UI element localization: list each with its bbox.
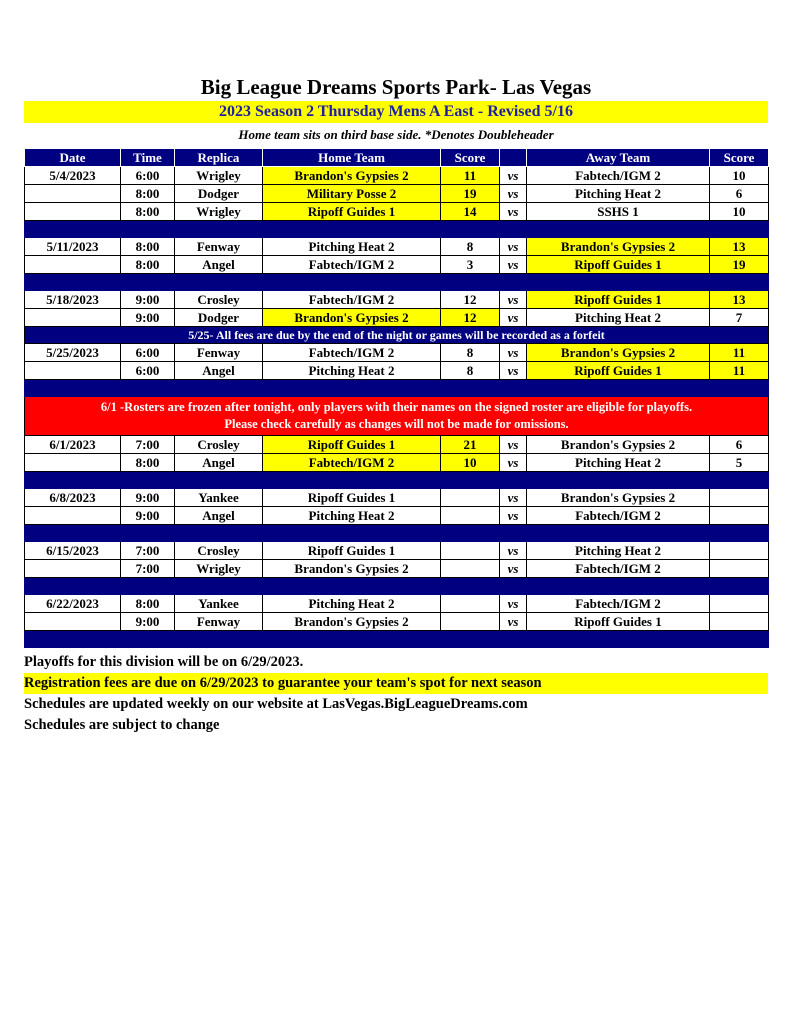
- game-row: [25, 291, 769, 309]
- home-team-note: Home team sits on third base side. *Denotes Doubleheader: [238, 127, 554, 142]
- game-time: 7:00: [121, 542, 175, 560]
- game-row: [25, 203, 769, 221]
- away-team: Brandon's Gypsies 2: [527, 344, 710, 362]
- fees-notice-row: [25, 327, 769, 344]
- spacer-row: [25, 221, 769, 238]
- vs-label: vs: [500, 542, 527, 560]
- spacer-row: [25, 525, 769, 542]
- away-team: Pitching Heat 2: [527, 454, 710, 472]
- game-time: 8:00: [121, 238, 175, 256]
- vs-label: vs: [500, 291, 527, 309]
- game-time: 8:00: [121, 454, 175, 472]
- away-score: 10: [710, 167, 769, 185]
- game-date: [25, 185, 121, 203]
- away-team: Fabtech/IGM 2: [527, 560, 710, 578]
- home-score: [441, 613, 500, 631]
- game-time: 9:00: [121, 489, 175, 507]
- home-team: Fabtech/IGM 2: [263, 454, 441, 472]
- away-team: Fabtech/IGM 2: [527, 167, 710, 185]
- away-team: Ripoff Guides 1: [527, 613, 710, 631]
- spacer-cell: [25, 525, 769, 542]
- home-score: 11: [441, 167, 500, 185]
- header-home-score: Score: [441, 149, 500, 167]
- vs-label: vs: [500, 167, 527, 185]
- spacer-cell: [25, 631, 769, 648]
- game-date: 5/11/2023: [25, 238, 121, 256]
- home-score: 19: [441, 185, 500, 203]
- game-replica: Fenway: [175, 238, 263, 256]
- away-score: 13: [710, 291, 769, 309]
- home-score: [441, 507, 500, 525]
- vs-label: vs: [500, 436, 527, 454]
- game-replica: Crosley: [175, 436, 263, 454]
- vs-label: vs: [500, 362, 527, 380]
- game-replica: Fenway: [175, 344, 263, 362]
- roster-alert-line-2: Please check carefully as changes will not be made for omissions.: [224, 417, 569, 431]
- home-score: [441, 489, 500, 507]
- game-replica: Fenway: [175, 613, 263, 631]
- away-score: 11: [710, 362, 769, 380]
- spacer-cell: [25, 472, 769, 489]
- away-team: Brandon's Gypsies 2: [527, 489, 710, 507]
- header-vs: [500, 149, 527, 167]
- game-row: [25, 185, 769, 203]
- home-team: Ripoff Guides 1: [263, 203, 441, 221]
- game-date: [25, 362, 121, 380]
- game-row: [25, 362, 769, 380]
- spacer-cell: [25, 578, 769, 595]
- away-score: [710, 542, 769, 560]
- home-team: Fabtech/IGM 2: [263, 256, 441, 274]
- away-team: Pitching Heat 2: [527, 185, 710, 203]
- game-date: [25, 613, 121, 631]
- game-replica: Dodger: [175, 309, 263, 327]
- header-replica: Replica: [175, 149, 263, 167]
- game-time: 9:00: [121, 613, 175, 631]
- spacer-row: [25, 472, 769, 489]
- game-replica: Wrigley: [175, 560, 263, 578]
- game-replica: Wrigley: [175, 167, 263, 185]
- game-row: [25, 436, 769, 454]
- game-date: 6/8/2023: [25, 489, 121, 507]
- spacer-row: [25, 274, 769, 291]
- away-team: SSHS 1: [527, 203, 710, 221]
- away-score: 7: [710, 309, 769, 327]
- away-team: Brandon's Gypsies 2: [527, 238, 710, 256]
- game-time: 7:00: [121, 560, 175, 578]
- home-score: [441, 560, 500, 578]
- spacer-row: [25, 380, 769, 397]
- game-date: [25, 309, 121, 327]
- game-date: [25, 560, 121, 578]
- away-team: Ripoff Guides 1: [527, 256, 710, 274]
- header-away-team: Away Team: [527, 149, 710, 167]
- home-team: Fabtech/IGM 2: [263, 344, 441, 362]
- home-score: 12: [441, 291, 500, 309]
- spacer-row: [25, 578, 769, 595]
- game-time: 9:00: [121, 291, 175, 309]
- game-row: [25, 595, 769, 613]
- game-row: [25, 560, 769, 578]
- game-date: 6/15/2023: [25, 542, 121, 560]
- away-score: [710, 560, 769, 578]
- away-score: 5: [710, 454, 769, 472]
- home-score: 8: [441, 344, 500, 362]
- game-row: [25, 309, 769, 327]
- away-team: Brandon's Gypsies 2: [527, 436, 710, 454]
- away-team: Fabtech/IGM 2: [527, 507, 710, 525]
- game-time: 8:00: [121, 256, 175, 274]
- spacer-row: [25, 631, 769, 648]
- away-team: Pitching Heat 2: [527, 542, 710, 560]
- game-date: [25, 203, 121, 221]
- game-replica: Angel: [175, 507, 263, 525]
- spacer-cell: [25, 274, 769, 291]
- game-replica: Angel: [175, 362, 263, 380]
- header-date: Date: [25, 149, 121, 167]
- home-team: Pitching Heat 2: [263, 362, 441, 380]
- home-team: Ripoff Guides 1: [263, 542, 441, 560]
- spacer-cell: [25, 221, 769, 238]
- vs-label: vs: [500, 344, 527, 362]
- vs-label: vs: [500, 489, 527, 507]
- game-row: [25, 454, 769, 472]
- registration-note: Registration fees are due on 6/29/2023 to guarantee your team's spot for next season: [24, 673, 768, 694]
- header-away-score: Score: [710, 149, 769, 167]
- home-score: 10: [441, 454, 500, 472]
- home-team: Pitching Heat 2: [263, 595, 441, 613]
- game-date: 6/22/2023: [25, 595, 121, 613]
- roster-alert: [25, 397, 769, 436]
- game-row: [25, 613, 769, 631]
- game-time: 6:00: [121, 344, 175, 362]
- game-row: [25, 507, 769, 525]
- home-score: 12: [441, 309, 500, 327]
- home-team: Brandon's Gypsies 2: [263, 560, 441, 578]
- page-title: Big League Dreams Sports Park- Las Vegas: [200, 75, 592, 99]
- vs-label: vs: [500, 507, 527, 525]
- away-score: [710, 595, 769, 613]
- game-time: 9:00: [121, 309, 175, 327]
- vs-label: vs: [500, 203, 527, 221]
- home-team: Fabtech/IGM 2: [263, 291, 441, 309]
- away-score: 6: [710, 185, 769, 203]
- home-score: [441, 542, 500, 560]
- game-date: 5/18/2023: [25, 291, 121, 309]
- game-time: 8:00: [121, 595, 175, 613]
- game-date: [25, 256, 121, 274]
- game-replica: Yankee: [175, 489, 263, 507]
- away-team: Ripoff Guides 1: [527, 291, 710, 309]
- away-score: 6: [710, 436, 769, 454]
- spacer-cell: [25, 380, 769, 397]
- table-header-row: [25, 149, 769, 167]
- game-replica: Crosley: [175, 542, 263, 560]
- home-team: Brandon's Gypsies 2: [263, 309, 441, 327]
- game-time: 8:00: [121, 185, 175, 203]
- home-score: 14: [441, 203, 500, 221]
- home-team: Military Posse 2: [263, 185, 441, 203]
- home-team: Brandon's Gypsies 2: [263, 613, 441, 631]
- game-date: [25, 507, 121, 525]
- game-time: 8:00: [121, 203, 175, 221]
- away-score: 13: [710, 238, 769, 256]
- home-team: Pitching Heat 2: [263, 238, 441, 256]
- home-team: Pitching Heat 2: [263, 507, 441, 525]
- home-team: Brandon's Gypsies 2: [263, 167, 441, 185]
- game-time: 9:00: [121, 507, 175, 525]
- vs-label: vs: [500, 613, 527, 631]
- playoffs-note: Playoffs for this division will be on 6/29/2023.: [24, 654, 304, 670]
- game-replica: Angel: [175, 256, 263, 274]
- home-team: Ripoff Guides 1: [263, 489, 441, 507]
- game-date: 6/1/2023: [25, 436, 121, 454]
- game-row: [25, 256, 769, 274]
- game-date: [25, 454, 121, 472]
- roster-alert-row: [25, 397, 769, 436]
- home-score: 8: [441, 238, 500, 256]
- away-team: Pitching Heat 2: [527, 309, 710, 327]
- away-score: 11: [710, 344, 769, 362]
- game-time: 6:00: [121, 362, 175, 380]
- game-replica: Dodger: [175, 185, 263, 203]
- vs-label: vs: [500, 185, 527, 203]
- game-row: [25, 489, 769, 507]
- home-score: 8: [441, 362, 500, 380]
- vs-label: vs: [500, 560, 527, 578]
- game-row: [25, 238, 769, 256]
- game-time: 6:00: [121, 167, 175, 185]
- away-team: Fabtech/IGM 2: [527, 595, 710, 613]
- vs-label: vs: [500, 454, 527, 472]
- home-team: Ripoff Guides 1: [263, 436, 441, 454]
- game-date: 5/25/2023: [25, 344, 121, 362]
- roster-alert-line-1: 6/1 -Rosters are frozen after tonight, only players with their names on the signed roster are eligible for playoffs.: [100, 400, 693, 414]
- game-time: 7:00: [121, 436, 175, 454]
- game-replica: Angel: [175, 454, 263, 472]
- home-score: 3: [441, 256, 500, 274]
- schedule-table: [24, 148, 769, 648]
- home-score: [441, 595, 500, 613]
- vs-label: vs: [500, 595, 527, 613]
- game-row: [25, 167, 769, 185]
- game-date: 5/4/2023: [25, 167, 121, 185]
- game-replica: Yankee: [175, 595, 263, 613]
- away-team: Ripoff Guides 1: [527, 362, 710, 380]
- vs-label: vs: [500, 309, 527, 327]
- subject-to-change-note: Schedules are subject to change: [24, 717, 220, 733]
- header-home-team: Home Team: [263, 149, 441, 167]
- home-score: 21: [441, 436, 500, 454]
- game-replica: Crosley: [175, 291, 263, 309]
- game-row: [25, 344, 769, 362]
- schedule-subtitle: 2023 Season 2 Thursday Mens A East - Revised 5/16: [24, 101, 768, 123]
- away-score: [710, 613, 769, 631]
- away-score: 10: [710, 203, 769, 221]
- header-time: Time: [121, 149, 175, 167]
- away-score: [710, 489, 769, 507]
- vs-label: vs: [500, 256, 527, 274]
- fees-notice: 5/25- All fees are due by the end of the night or games will be recorded as a forfeit: [25, 327, 769, 344]
- game-replica: Wrigley: [175, 203, 263, 221]
- website-note: Schedules are updated weekly on our website at LasVegas.BigLeagueDreams.com: [24, 696, 528, 712]
- vs-label: vs: [500, 238, 527, 256]
- game-row: [25, 542, 769, 560]
- away-score: [710, 507, 769, 525]
- away-score: 19: [710, 256, 769, 274]
